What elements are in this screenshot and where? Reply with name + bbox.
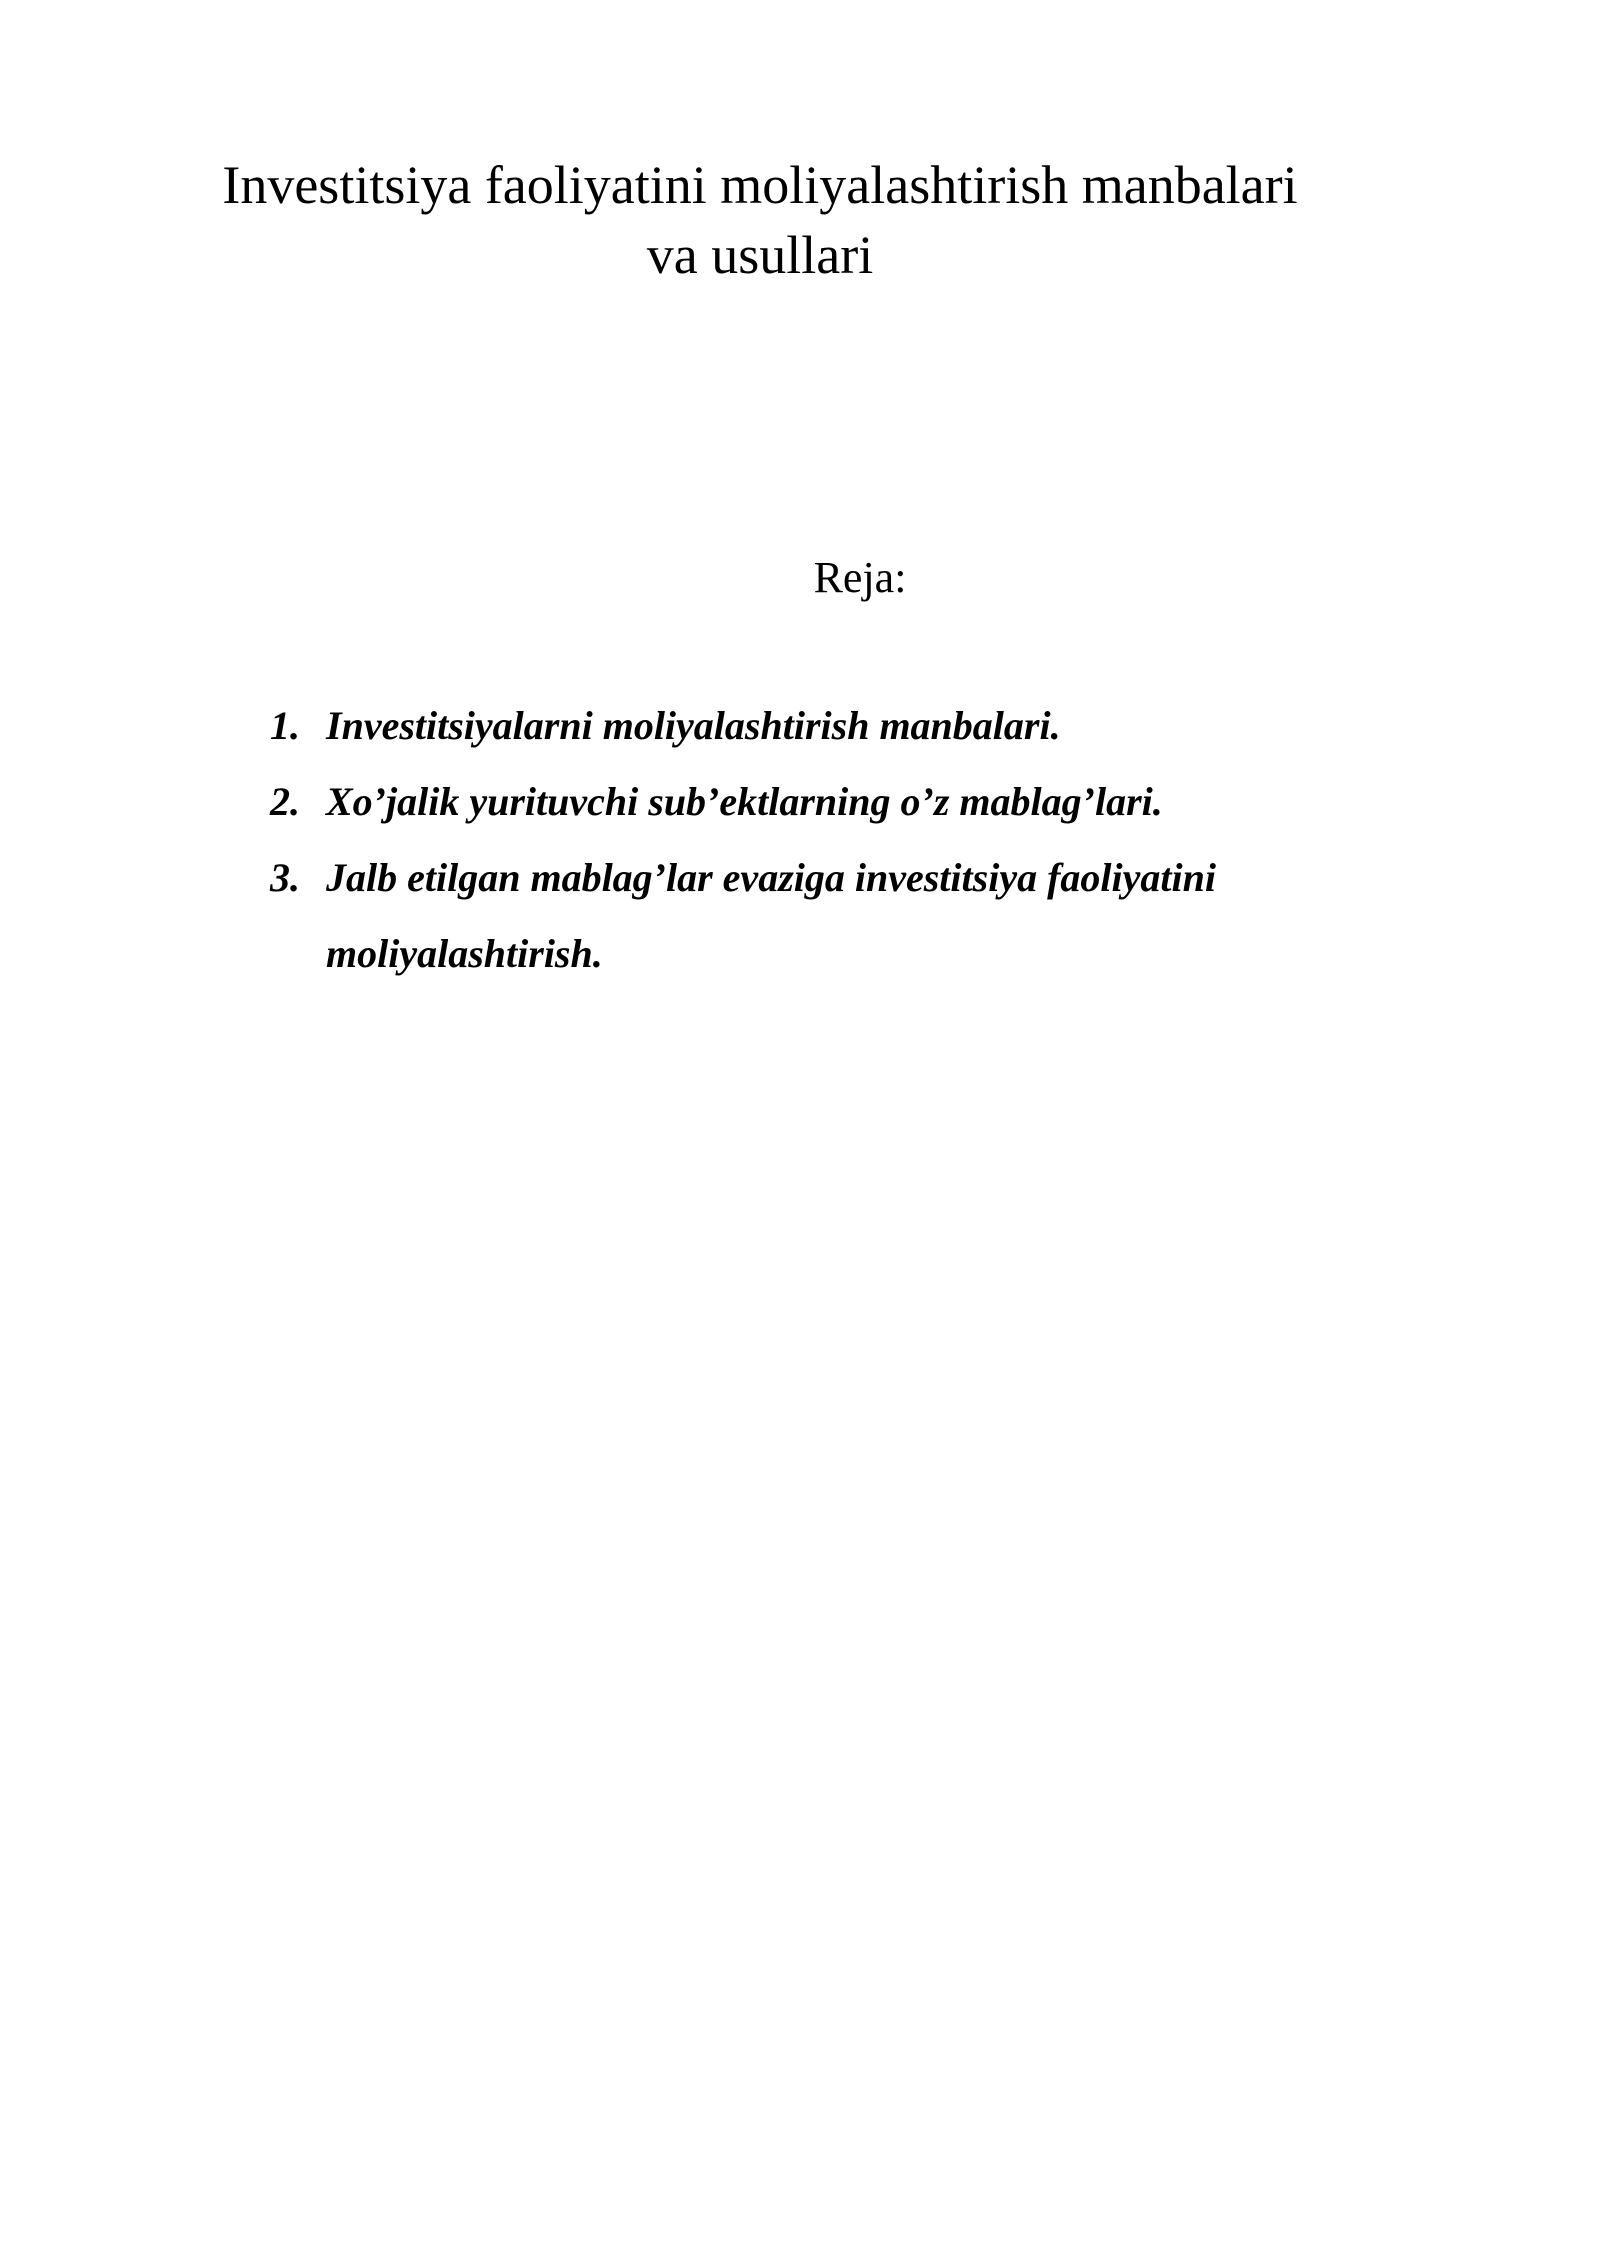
plan-heading: Reja:	[813, 553, 907, 602]
plan-list	[270, 688, 1350, 992]
plan-item-text: Investitsiyalarni moliyalashtirish manbalari.	[326, 703, 1061, 748]
plan-item-text: Xo’jalik yurituvchi sub’ektlarning o’z mablag’lari.	[326, 779, 1163, 824]
plan-item-number: 1.	[270, 703, 300, 748]
plan-item-number: 2.	[270, 779, 300, 824]
plan-item	[270, 840, 1350, 992]
document-title: Investitsiya faoliyatini moliyalashtirish manbalari va usullari	[222, 155, 1298, 285]
plan-item-number: 3.	[270, 855, 300, 900]
plan-item	[270, 764, 1350, 840]
plan-item-text: Jalb etilgan mablag’lar evaziga investitsiya faoliyatini moliyalashtirish.	[326, 855, 1216, 976]
plan-item	[270, 688, 1350, 764]
